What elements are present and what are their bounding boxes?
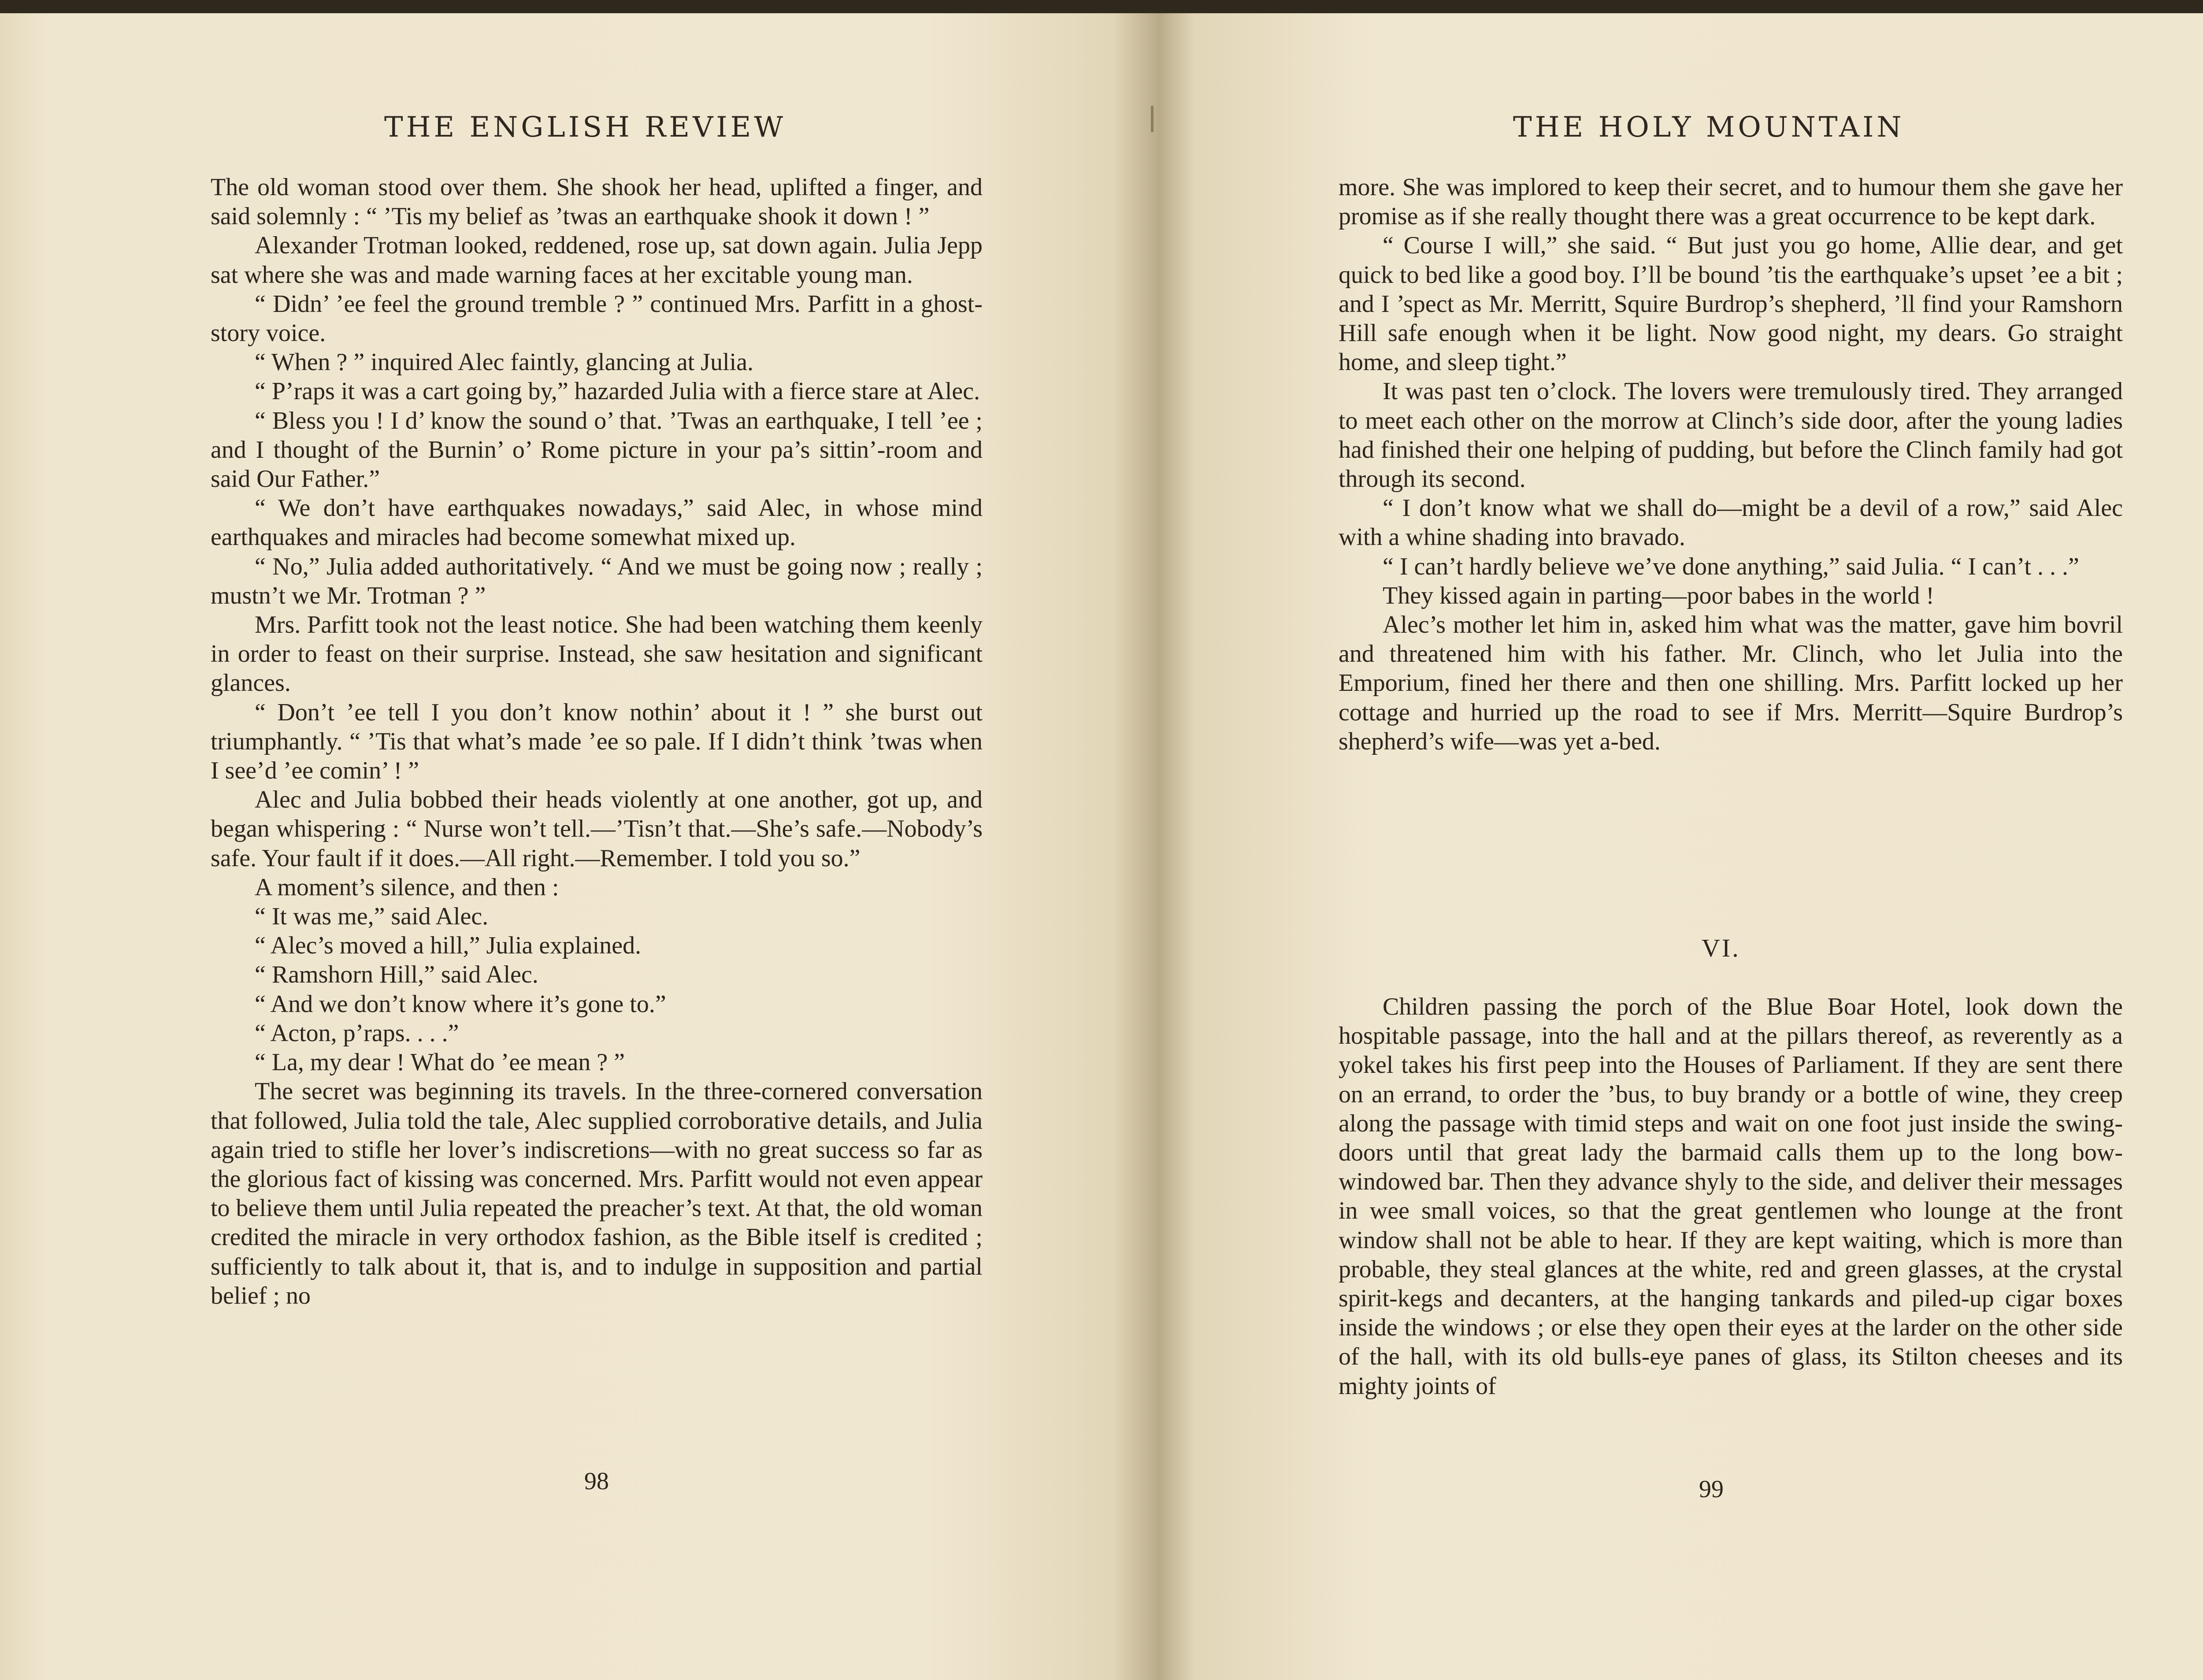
- left-page-number: 98: [584, 1468, 609, 1495]
- paragraph: “ P’raps it was a cart going by,” hazarded Julia with a fierce stare at Alec.: [255, 378, 980, 405]
- right-text-block-top: [1339, 173, 2123, 756]
- paragraph: “ Don’t ’ee tell I you don’t know nothin’ about it ! ” she burst out triumphantly. “ ’Tis that what’s made ’ee so pale. If I didn’t think ’twas when I see’d ’ee comin’ ! ”: [211, 698, 983, 785]
- paragraph: “ Didn’ ’ee feel the ground tremble ? ” continued Mrs. Parfitt in a ghost-story voice.: [211, 290, 983, 347]
- left-text-block: [211, 173, 983, 1310]
- paragraph: Children passing the porch of the Blue Boar Hotel, look down the hospitable passage, into the hall and at the pillars thereof, as reverently as a yokel takes his first peep into the Houses of Parliament. If they are sent there on an errand, to order the ’bus, to buy brandy or a bottle of wine, they creep along the passage with timid steps and wait on one foot just inside the swing-doors until that great lady the barmaid calls them up to the long bow-windowed bar. Then they advance shyly to the side, and deliver their messages in wee small voices, so that the great gentlemen who lounge at the front window shall not be able to hear. If they are kept waiting, which is more than probable, they steal glances at the white, red and green glasses, at the crystal spirit-kegs and decanters, at the hanging tankards and piled-up cigar boxes inside the windows ; or else they open their eyes at the larder on the other side of the hall, with its old bulls-eye panes of glass, its Stilton cheeses and its mighty joints of: [1339, 993, 2123, 1400]
- paragraph: “ Acton, p’raps. . . .”: [255, 1019, 459, 1047]
- paragraph: “ It was me,” said Alec.: [255, 903, 489, 931]
- left-running-head: THE ENGLISH REVIEW: [384, 111, 786, 144]
- paragraph: “ I don’t know what we shall do—might be a devil of a row,” said Alec with a whine shading into bravado.: [1339, 494, 2123, 551]
- paragraph: Alec and Julia bobbed their heads violently at one another, got up, and began whispering : “ Nurse won’t tell.—’Tisn’t that.—She’s safe.—Nobody’s safe. Your fault if it does.—All right.—Remember. I told you so.”: [211, 786, 983, 872]
- paragraph: “ When ? ” inquired Alec faintly, glancing at Julia.: [255, 349, 754, 376]
- right-running-head: THE HOLY MOUNTAIN: [1513, 111, 1905, 144]
- right-page: [1159, 13, 2203, 1680]
- paragraph: Mrs. Parfitt took not the least notice. She had been watching them keenly in order to feast on their surprise. Instead, she saw hesitation and significant glances.: [211, 611, 983, 697]
- paragraph: “ Ramshorn Hill,” said Alec.: [255, 961, 538, 989]
- paragraph: Alexander Trotman looked, reddened, rose up, sat down again. Julia Jepp sat where she was and made warning faces at her excitable young man.: [211, 232, 983, 289]
- gutter-mark: [1151, 106, 1153, 132]
- paragraph: “ Alec’s moved a hill,” Julia explained.: [255, 932, 642, 960]
- paragraph: “ Bless you ! I d’ know the sound o’ that. ’Twas an earthquake, I tell ’ee ; and I thought of the Burnin’ o’ Rome picture in your pa’s sittin’-room and said Our Father.”: [211, 407, 983, 493]
- paragraph: A moment’s silence, and then :: [255, 873, 559, 901]
- paragraph: It was past ten o’clock. The lovers were tremulously tired. They arranged to meet each other on the morrow at Clinch’s side door, after the young ladies had finished their one helping of pudding, but before the Clinch family had got through its second.: [1339, 378, 2123, 493]
- paragraph: The secret was beginning its travels. In the three-cornered conversation that followed, Julia told the tale, Alec supplied corroborative details, and Julia again tried to stifle her lover’s indiscretions—with no great success so far as the glorious fact of kissing was concerned. Mrs. Parfitt would not even appear to believe them until Julia repeated the preacher’s text. At that, the old woman credited the miracle in very orthodox fashion, as the Bible itself is credited ; sufficiently to talk about it, that is, and to indulge in supposition and partial belief ; no: [211, 1078, 983, 1309]
- paragraph: “ La, my dear ! What do ’ee mean ? ”: [255, 1049, 625, 1076]
- paragraph: They kissed again in parting—poor babes in the world !: [1383, 582, 1934, 609]
- paragraph: “ I can’t hardly believe we’ve done anything,” said Julia. “ I can’t . . .”: [1383, 553, 2079, 580]
- paragraph: “ Course I will,” she said. “ But just you go home, Allie dear, and get quick to bed like a good boy. I’ll be bound ’tis the earthquake’s upset ’ee a bit ; and I ’spect as Mr. Merritt, Squire Burdrop’s shepherd, ’ll find your Ramshorn Hill safe enough when it be light. Now good night, my dears. Go straight home, and sleep tight.”: [1339, 232, 2123, 376]
- paragraph: “ And we don’t know where it’s gone to.”: [255, 990, 666, 1018]
- left-page: [0, 13, 1159, 1680]
- right-text-block-bottom: [1339, 992, 2123, 1401]
- paragraph: “ No,” Julia added authoritatively. “ And we must be going now ; really ; mustn’t we Mr. Trotman ? ”: [211, 553, 983, 609]
- section-number: VI.: [1702, 934, 1740, 962]
- paragraph: more. She was implored to keep their secret, and to humour them she gave her promise as if she really thought there was a great occurrence to be kept dark.: [1339, 174, 2123, 230]
- right-page-number: 99: [1699, 1476, 1724, 1503]
- paragraph: “ We don’t have earthquakes nowadays,” said Alec, in whose mind earthquakes and miracles had become somewhat mixed up.: [211, 494, 983, 551]
- paragraph: The old woman stood over them. She shook her head, uplifted a finger, and said solemnly : “ ’Tis my belief as ’twas an earthquake shook it down ! ”: [211, 174, 983, 230]
- paragraph: Alec’s mother let him in, asked him what was the matter, gave him bovril and threatened him with his father. Mr. Clinch, who let Julia into the Emporium, fined her there and then one shilling. Mrs. Parfitt locked up her cottage and hurried up the road to see if Mrs. Merritt—Squire Burdrop’s shepherd’s wife—was yet a-bed.: [1339, 611, 2123, 755]
